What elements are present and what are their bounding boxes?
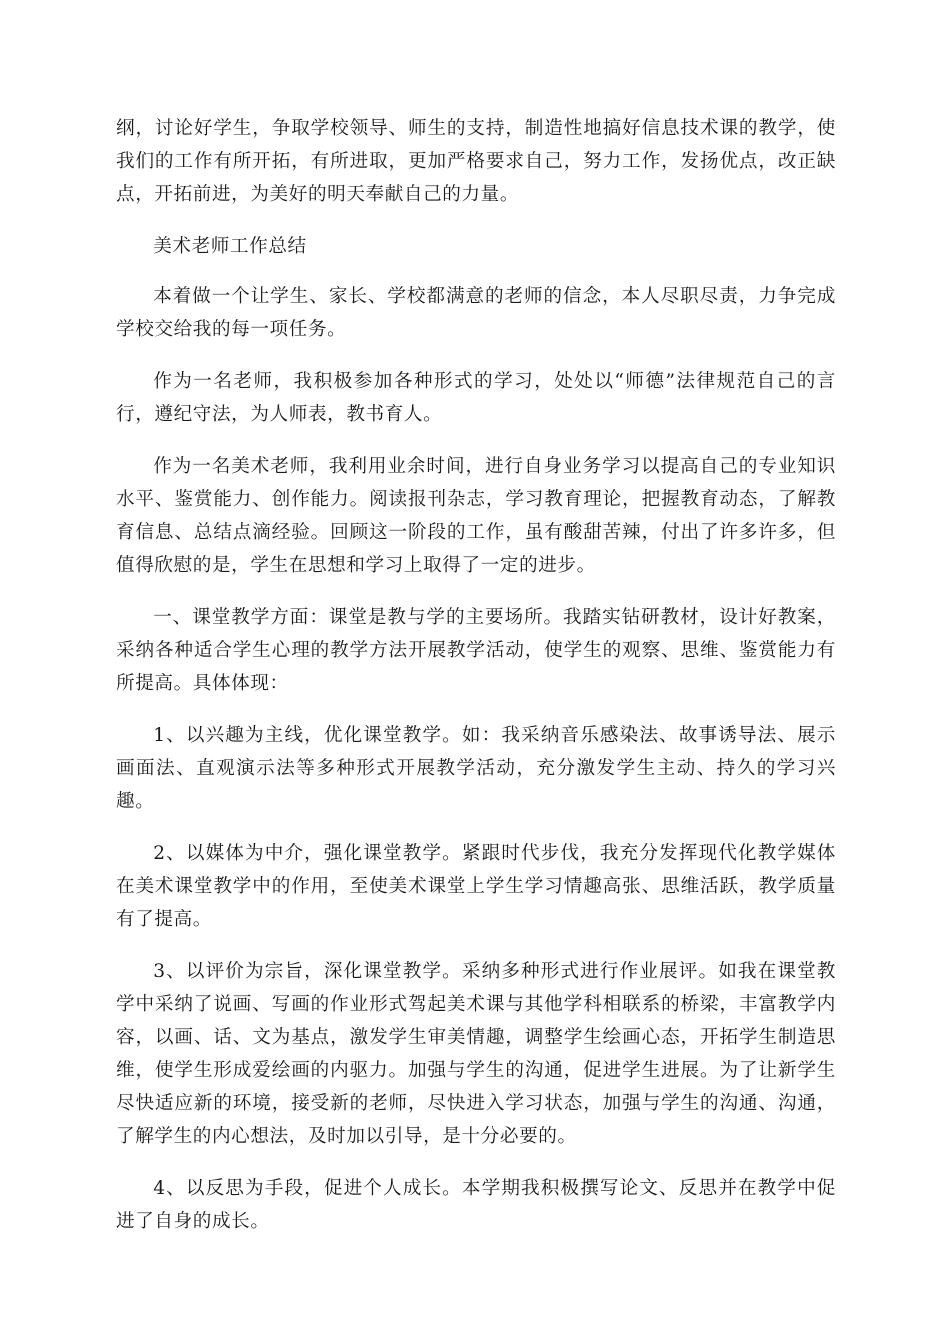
section-title: 美术老师工作总结 xyxy=(153,236,307,257)
paragraph-item-2: 2、以媒体为中介，强化课堂教学。紧跟时代步伐，我充分发挥现代化教学媒体在美术课堂教学中的作用，至使美术课堂上学生学习情趣高张、思维活跃，教学质量有了提高。 xyxy=(116,843,836,930)
document-body xyxy=(116,112,836,1257)
paragraph-item-1: 1、以兴趣为主线，优化课堂教学。如：我采纳音乐感染法、故事诱导法、展示画面法、直观演示法等多种形式开展教学活动，充分激发学生主动、持久的学习兴趣。 xyxy=(116,725,836,812)
paragraph-self-study: 作为一名美术老师，我利用业余时间，进行自身业务学习以提高自己的专业知识水平、鉴赏能力、创作能力。阅读报刊杂志，学习教育理论，把握教育动态，了解教育信息、总结点滴经验。回顾这一阶段的工作，虽有酸甜苦辣，付出了许多许多，但值得欣慰的是，学生在思想和学习上取得了一定的进步。 xyxy=(116,456,836,576)
paragraph-item-4: 4、以反思为手段，促进个人成长。本学期我积极撰写论文、反思并在教学中促进了自身的成长。 xyxy=(116,1178,836,1232)
paragraph-commitment: 本着做一个让学生、家长、学校都满意的老师的信念，本人尽职尽责，力争完成学校交给我的每一项任务。 xyxy=(116,286,836,340)
paragraph-classroom-teaching: 一、课堂教学方面：课堂是教与学的主要场所。我踏实钻研教材，设计好教案，采纳各种适合学生心理的教学方法开展教学活动，使学生的观察、思维、鉴赏能力有所提高。具体体现： xyxy=(116,607,836,694)
paragraph-item-3: 3、以评价为宗旨，深化课堂教学。采纳多种形式进行作业展评。如我在课堂教学中采纳了说画、写画的作业形式驾起美术课与其他学科相联系的桥梁，丰富教学内容，以画、话、文为基点，激发学生审美情趣，调整学生绘画心态，开拓学生制造思维，使学生形成爱绘画的内驱力。加强与学生的沟通，促进学生进展。为了让新学生尽快适应新的环境，接受新的老师，尽快进入学习状态，加强与学生的沟通、沟通，了解学生的内心想法，及时加以引导，是十分必要的。 xyxy=(116,961,836,1147)
paragraph-ethics: 作为一名老师，我积极参加各种形式的学习，处处以“师德”法律规范自己的言行，遵纪守法，为人师表，教书育人。 xyxy=(116,371,836,425)
intro-continuation-paragraph: 纲，讨论好学生，争取学校领导、师生的支持，制造性地搞好信息技术课的教学，使我们的工作有所开拓，有所进取，更加严格要求自己，努力工作，发扬优点，改正缺点，开拓前进，为美好的明天奉献自己的力量。 xyxy=(116,118,836,205)
